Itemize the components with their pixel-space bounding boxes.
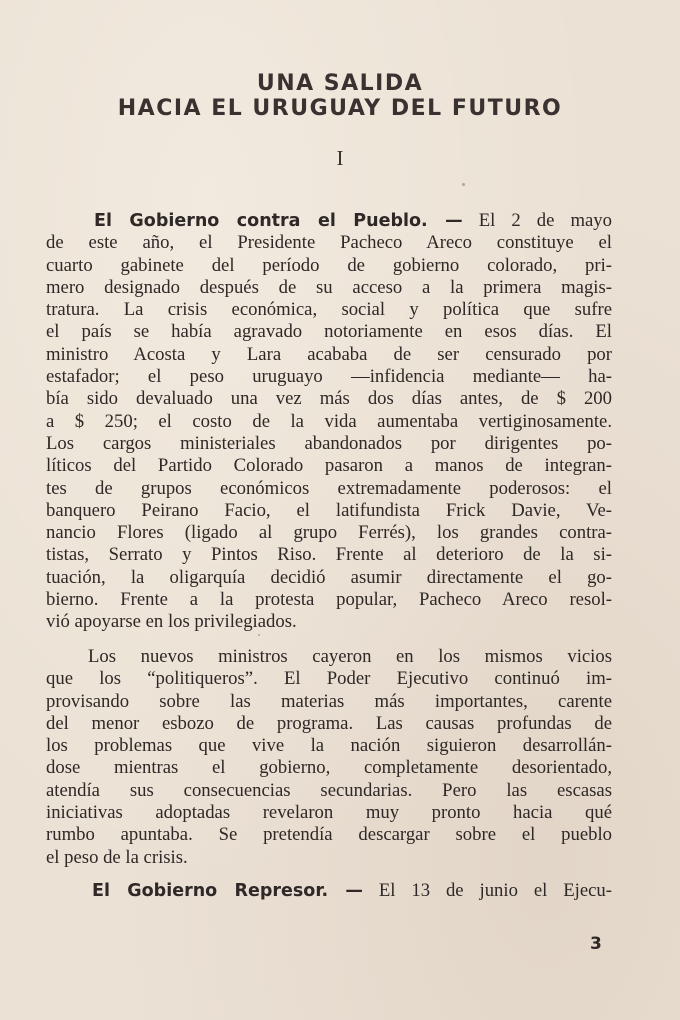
paragraph-line: bierno. Frente a la protesta popular, Pacheco Areco resol- [46,589,612,611]
paragraph-line: atendía sus consecuencias secundarias. Pero las escasas [46,779,612,801]
paragraph-line: ministro Acosta y Lara acababa de ser censurado por [46,343,612,365]
paragraph-line: Los nuevos ministros cayeron en los mismos vicios [88,646,612,667]
paragraph-line: banquero Peirano Facio, el latifundista Frick Davie, Ve- [46,499,612,521]
paragraph-line: de este año, el Presidente Pacheco Areco constituye el [46,232,612,254]
title-line-1: UNA SALIDA [256,71,424,96]
paragraph-line: estafador; el peso uruguayo —infidencia mediante— ha- [46,366,612,388]
paragraph-line: bía sido devaluado una vez más dos días antes, de $ 200 [46,388,612,410]
paragraph-line: rumbo apuntaba. Se pretendía descargar sobre el pueblo [46,824,612,846]
paragraph-line: vió apoyarse en los privilegiados. [46,611,297,633]
page-number: 3 [590,934,602,954]
section-number: I [336,146,344,170]
paragraph-line: tratura. La crisis económica, social y política que sufre [46,299,612,321]
paragraph-line: líticos del Partido Colorado pasaron a manos de integran- [46,455,612,477]
paragraph-3 [46,880,612,902]
paragraph-line: tuación, la oligarquía decidió asumir directamente el go- [46,566,612,588]
paragraph-line: el peso de la crisis. [46,846,188,868]
paragraph-line: que los “politiqueros”. El Poder Ejecutivo continuó im- [46,668,612,690]
paragraph-line: Los cargos ministeriales abandonados por dirigentes po- [46,432,612,454]
title-line-2: HACIA EL URUGUAY DEL FUTURO [117,96,563,121]
paragraph-2 [46,646,612,869]
paragraph-line: el país se había agravado notoriamente en esos días. El [46,321,612,343]
paragraph-line: dose mientras el gobierno, completamente desorientado, [46,757,612,779]
paragraph-line: a $ 250; el costo de la vida aumentaba vertiginosamente. [46,410,612,432]
paragraph-line: del menor esbozo de programa. Las causas profundas de [46,712,612,734]
paragraph-line: iniciativas adoptadas revelaron muy pronto hacia qué [46,802,612,824]
paper-speck [462,183,465,186]
paragraph-line: los problemas que vive la nación siguieron desarrollán- [46,735,612,757]
section-heading: El Gobierno contra el Pueblo. — [94,211,463,231]
paper-speck [258,634,260,636]
paragraph-line: El Gobierno Represor. — El 13 de junio el Ejecu- [92,880,612,901]
paragraph-line: mero designado después de su acceso a la primera magis- [46,276,612,298]
paragraph-line: nancio Flores (ligado al grupo Ferrés), los grandes contra- [46,522,612,544]
paragraph-line: El Gobierno contra el Pueblo. — El 2 de mayo [94,210,612,231]
paragraph-line: cuarto gabinete del período de gobierno colorado, pri- [46,254,612,276]
paragraph-line: tistas, Serrato y Pintos Riso. Frente al deterioro de la si- [46,544,612,566]
paragraph-1 [46,210,612,634]
section-heading: El Gobierno Represor. — [92,881,363,901]
paragraph-line: provisando sobre las materias más importantes, carente [46,690,612,712]
paragraph-line: tes de grupos económicos extremadamente poderosos: el [46,477,612,499]
